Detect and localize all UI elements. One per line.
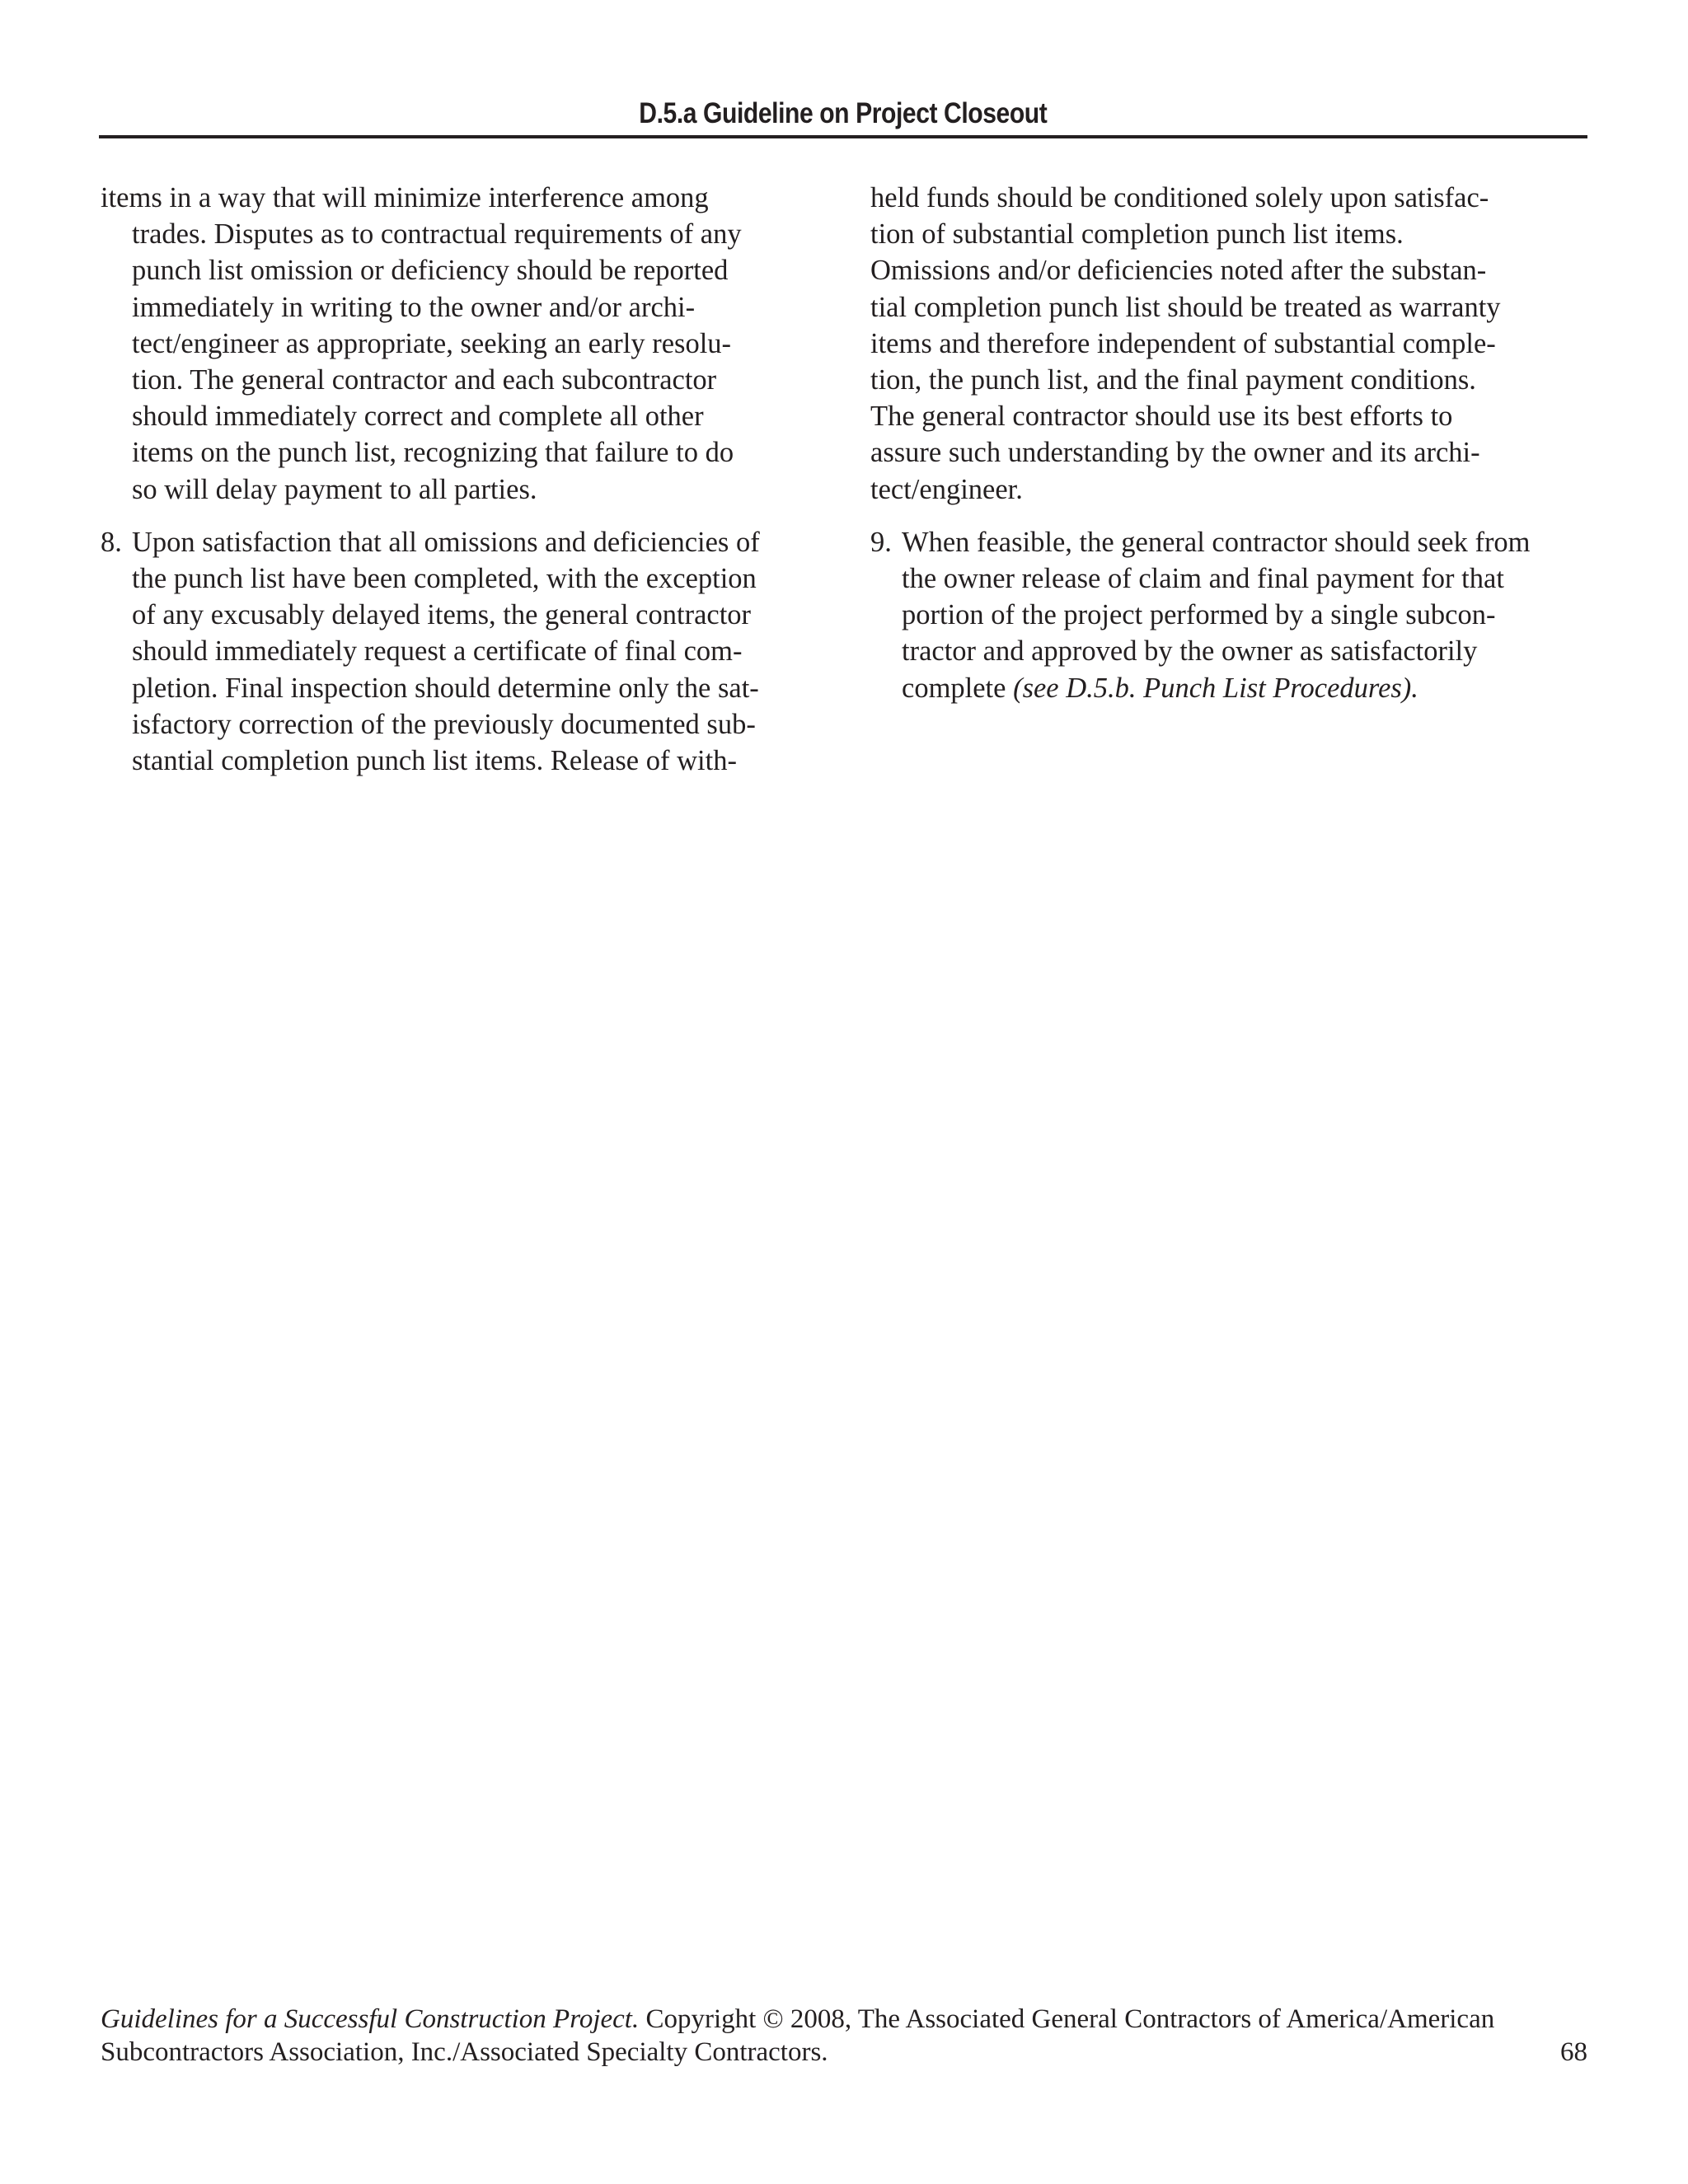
page-header — [99, 92, 1587, 138]
list-item-9-number: 9. — [870, 526, 892, 558]
left-continuation-paragraph: items in a way that will minimize interference among trades. Disputes as to contractual requirements of any punch list omission or deficiency should be reported immediately in writing to the owner and/or archi- tect/engineer as appropriate, seeking an early resolu- tion. The general contractor and each subcontractor should immediately correct and complete all other items on the punch list, recognizing that failure to do so will delay payment to all parties. — [101, 182, 742, 505]
list-item-8-number: 8. — [101, 526, 122, 558]
footer-book-title: Guidelines for a Successful Construction Project. — [101, 2004, 640, 2034]
footer-copyright-1: Copyright © 2008, The Associated General Contractors of America/American — [639, 2004, 1495, 2034]
page-footer — [101, 2003, 1587, 2069]
left-column — [101, 180, 826, 795]
list-item-9-reference: (see D.5.b. Punch List Procedures). — [1013, 672, 1418, 704]
footer-line-2 — [101, 2036, 1587, 2069]
footer-line-1 — [101, 2003, 1587, 2036]
list-item-8 — [101, 524, 826, 779]
footer-copyright-2: Subcontractors Association, Inc./Associated Specialty Contractors. — [101, 2037, 828, 2067]
page-number: 68 — [1560, 2037, 1587, 2067]
right-column — [870, 180, 1596, 723]
right-continuation-paragraph: held funds should be conditioned solely upon satisfac- tion of substantial completion punch list items. Omissions and/or deficiencies noted after the substan- tial completion punch list should be treated as warranty items and therefore independent of substantial comple- tion, the punch list, and the final payment conditions. The general contractor should use its best efforts to assure such understanding by the owner and its archi- tect/engineer. — [870, 182, 1501, 505]
list-item-8-text: Upon satisfaction that all omissions and deficiencies of the punch list have been completed, with the exception of any excusably delayed items, the general contractor should immediately request a certificate of final com- pletion. Final inspection should determine only the sat- isfactory correction of the previously documented sub- stantial completion punch list items. Release of with- — [132, 526, 760, 777]
header-title: D.5.a Guideline on Project Closeout — [639, 97, 1048, 129]
list-item-9 — [870, 524, 1596, 706]
list-item-9-text: When feasible, the general contractor should seek from the owner release of claim and final payment for that portion of the project performed by a single subcon- tractor and approved by the owner as satisfactorily complete — [902, 526, 1531, 704]
